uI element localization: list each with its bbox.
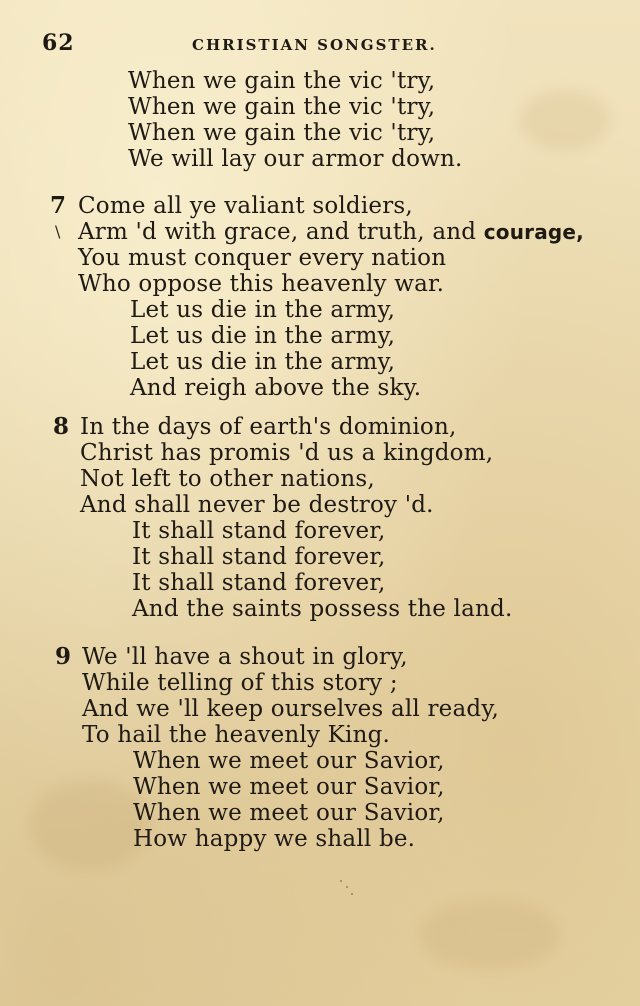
verse-number: 7 [50,192,67,219]
verse-line: And reigh above the sky. [130,375,422,401]
verse-line: How happy we shall be. [133,826,416,852]
margin-mark: \ [55,222,61,241]
verse-line: When we meet our Savior, [133,800,445,826]
verse-line: When we gain the vic 'try, [128,94,436,120]
verse-line: Let us die in the army, [130,297,396,323]
verse-line: Let us die in the army, [130,349,396,375]
verse-line: You must conquer every nation [78,245,447,271]
verse-line: While telling of this story ; [82,670,398,696]
verse-line: And we 'll keep ourselves all ready, [82,696,499,722]
paper-speck [351,893,353,895]
verse-line: Christ has promis 'd us a kingdom, [80,440,494,466]
verse-line: Who oppose this heavenly war. [78,271,445,297]
verse-line: When we gain the vic 'try, [128,68,436,94]
paper-speck [346,886,348,888]
verse-number: 8 [53,413,70,440]
verse-number: 9 [55,643,72,670]
verse-line-overprint: courage, [483,220,584,244]
paper-stain [420,900,560,970]
verse-line-text: Arm 'd with grace, and truth, and [78,219,477,245]
page-header [0,30,640,60]
verse-line: It shall stand forever, [132,544,386,570]
running-title: CHRISTIAN SONGSTER. [192,36,437,54]
verse-line: And the saints possess the land. [132,596,513,622]
verse-line: Let us die in the army, [130,323,396,349]
verse-line: To hail the heavenly King. [82,722,391,748]
verse-line: When we meet our Savior, [133,748,445,774]
verse-line: We will lay our armor down. [128,146,463,172]
verse-line: When we gain the vic 'try, [128,120,436,146]
verse-line: We 'll have a shout in glory, [82,644,408,670]
verse-line: It shall stand forever, [132,570,386,596]
verse-line: Come all ye valiant soldiers, [78,193,413,219]
verse-line: When we meet our Savior, [133,774,445,800]
verse-line: It shall stand forever, [132,518,386,544]
verse-line: And shall never be destroy 'd. [80,492,434,518]
page-number: 62 [42,30,75,56]
paper-stain [30,780,150,870]
verse-line: In the days of earth's dominion, [80,414,457,440]
verse-line [78,219,584,245]
paper-stain [520,90,610,150]
verse-line: Not left to other nations, [80,466,375,492]
paper-speck [340,880,342,882]
